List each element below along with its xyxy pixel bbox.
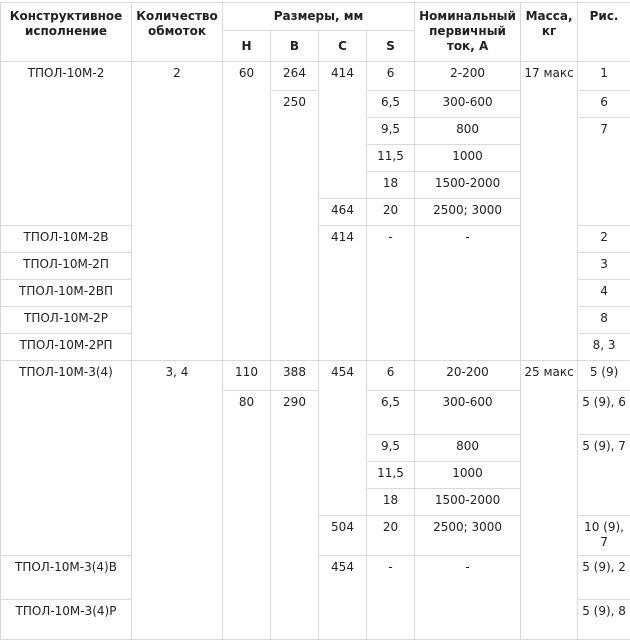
c-value: 414 xyxy=(319,62,367,199)
s-value: 9,5 xyxy=(367,435,415,462)
s-value: - xyxy=(367,556,415,640)
current-value: 800 xyxy=(415,435,521,462)
current-value: 800 xyxy=(415,118,521,145)
c-value: 454 xyxy=(319,556,367,640)
fig-value: 2 xyxy=(578,226,630,253)
current-value: - xyxy=(415,226,521,361)
current-value: 1000 xyxy=(415,462,521,489)
design-name: ТПОЛ-10М-3(4) xyxy=(1,361,132,556)
current-value: 20-200 xyxy=(415,361,521,391)
h-value: 80 xyxy=(223,391,271,640)
fig-value: 5 (9), 7 xyxy=(578,435,630,516)
current-value: 2500; 3000 xyxy=(415,516,521,556)
fig-value: 8, 3 xyxy=(578,334,630,361)
h-value: 60 xyxy=(223,62,271,361)
fig-value: 1 xyxy=(578,62,630,91)
header-design: Конструктивное исполнение xyxy=(1,3,132,62)
s-value: 9,5 xyxy=(367,118,415,145)
b-value: 388 xyxy=(271,361,319,391)
s-value: 18 xyxy=(367,489,415,516)
fig-value: 6 xyxy=(578,91,630,118)
design-name: ТПОЛ-10М-2Р xyxy=(1,307,132,334)
design-name: ТПОЛ-10М-3(4)Р xyxy=(1,600,132,640)
s-value: 6,5 xyxy=(367,91,415,118)
fig-value: 5 (9), 6 xyxy=(578,391,630,435)
windings-value: 2 xyxy=(132,62,223,361)
current-value: 1500-2000 xyxy=(415,489,521,516)
s-value: 6,5 xyxy=(367,391,415,435)
header-fig: Рис. xyxy=(578,3,630,62)
design-name: ТПОЛ-10М-2 xyxy=(1,62,132,226)
h-value: 110 xyxy=(223,361,271,391)
design-name: ТПОЛ-10М-3(4)В xyxy=(1,556,132,600)
header-mass: Масса, кг xyxy=(521,3,578,62)
header-dimensions: Размеры, мм xyxy=(223,3,415,31)
fig-value: 8 xyxy=(578,307,630,334)
windings-value: 3, 4 xyxy=(132,361,223,640)
s-value: 20 xyxy=(367,199,415,226)
fig-value: 5 (9), 2 xyxy=(578,556,630,600)
fig-value: 3 xyxy=(578,253,630,280)
header-current: Номинальный первичный ток, А xyxy=(415,3,521,62)
fig-value: 5 (9), 8 xyxy=(578,600,630,640)
design-name: ТПОЛ-10М-2В xyxy=(1,226,132,253)
b-value: 250 xyxy=(271,91,319,361)
current-value: 1000 xyxy=(415,145,521,172)
current-value: 1500-2000 xyxy=(415,172,521,199)
fig-value: 10 (9), 7 xyxy=(578,516,630,556)
design-name: ТПОЛ-10М-2РП xyxy=(1,334,132,361)
s-value: 11,5 xyxy=(367,462,415,489)
design-name: ТПОЛ-10М-2ВП xyxy=(1,280,132,307)
fig-value: 5 (9) xyxy=(578,361,630,391)
current-value: 300-600 xyxy=(415,391,521,435)
s-value: 6 xyxy=(367,361,415,391)
c-value: 454 xyxy=(319,361,367,516)
c-value: 414 xyxy=(319,226,367,361)
s-value: - xyxy=(367,226,415,361)
header-B: B xyxy=(271,31,319,62)
header-S: S xyxy=(367,31,415,62)
current-value: 300-600 xyxy=(415,91,521,118)
c-value: 464 xyxy=(319,199,367,226)
fig-value: 4 xyxy=(578,280,630,307)
current-value: 2500; 3000 xyxy=(415,199,521,226)
current-value: - xyxy=(415,556,521,640)
table-row xyxy=(1,361,630,391)
s-value: 20 xyxy=(367,516,415,556)
mass-value: 17 макс xyxy=(521,62,578,361)
s-value: 6 xyxy=(367,62,415,91)
c-value: 504 xyxy=(319,516,367,556)
current-value: 2-200 xyxy=(415,62,521,91)
header-windings: Количество обмоток xyxy=(132,3,223,62)
fig-value: 7 xyxy=(578,118,630,226)
table-row xyxy=(1,62,630,91)
b-value: 264 xyxy=(271,62,319,91)
mass-value: 25 макс xyxy=(521,361,578,640)
header-row-1 xyxy=(1,3,630,31)
header-H: H xyxy=(223,31,271,62)
s-value: 18 xyxy=(367,172,415,199)
b-value: 290 xyxy=(271,391,319,640)
transformer-spec-table xyxy=(0,2,630,640)
s-value: 11,5 xyxy=(367,145,415,172)
header-C: C xyxy=(319,31,367,62)
design-name: ТПОЛ-10М-2П xyxy=(1,253,132,280)
